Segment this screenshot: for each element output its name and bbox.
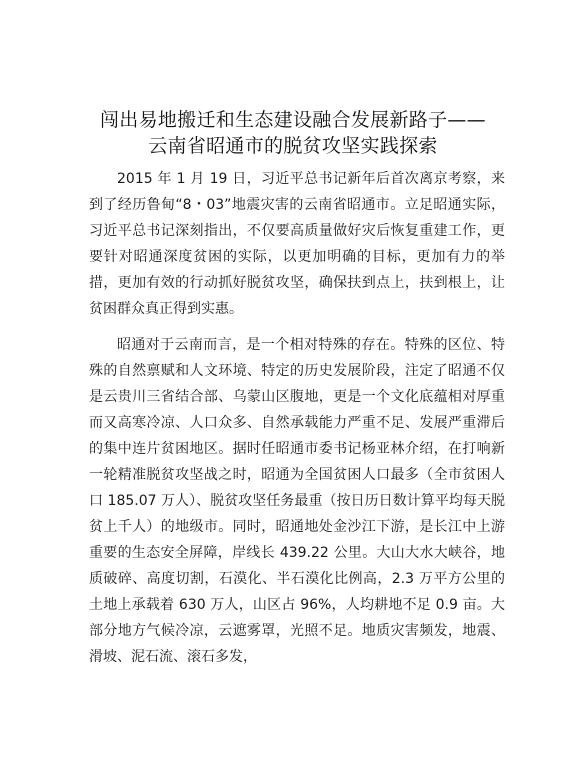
document-title-line-1: 闯出易地搬迁和生态建设融合发展新路子——	[99, 109, 486, 131]
paragraph-1: 2015 年 1 月 19 日，习近平总书记新年后首次离京考察，来到了经历鲁甸“8・03”地震灾害的云南省昭通市。立足昭通实际，习近平总书记深刻指出，不仅要高质量做好灾后恢复重建工作，更要针对昭通深度贫困的实际，以更加明确的目标，更加有力的举措，更加有效的行动抓好脱贫攻坚，确保扶到点上，扶到根上，让贫困群众真正得到实惠。	[89, 171, 505, 317]
paragraph-2: 昭通对于云南而言，是一个相对特殊的存在。特殊的区位、特殊的自然禀赋和人文环境、特定的历史发展阶段，注定了昭通不仅是云贵川三省结合部、乌蒙山区腹地，更是一个文化底蕴相对厚重而又高寒冷凉、人口众多、自然承载能力严重不足、发展严重滞后的集中连片贫困地区。据时任昭通市委书记杨亚林介绍，在打响新一轮精准脱贫攻坚战之时，昭通为全国贫困人口最多（全市贫困人口 185.07 万人）、脱贫攻坚任务最重（按日历日数计算平均每天脱贫上千人）的地级市。同时，昭通地处金沙江下游，是长江中上游重要的生态安全屏障，岸线长 439.22 公里。大山大水大峡谷，地质破碎、高度切割，石漠化、半石漠化比例高，2.3 万平方公里的土地上承载着 630 万人，山区占 96%，人均耕地不足 0.9 亩。大部分地方气候冷凉，云遮雾罩，光照不足。地质灾害频发，地震、滑坡、泥石流、滚石多发，	[89, 337, 505, 665]
document-title-line-2: 云南省昭通市的脱贫攻坚实践探索	[148, 135, 438, 157]
